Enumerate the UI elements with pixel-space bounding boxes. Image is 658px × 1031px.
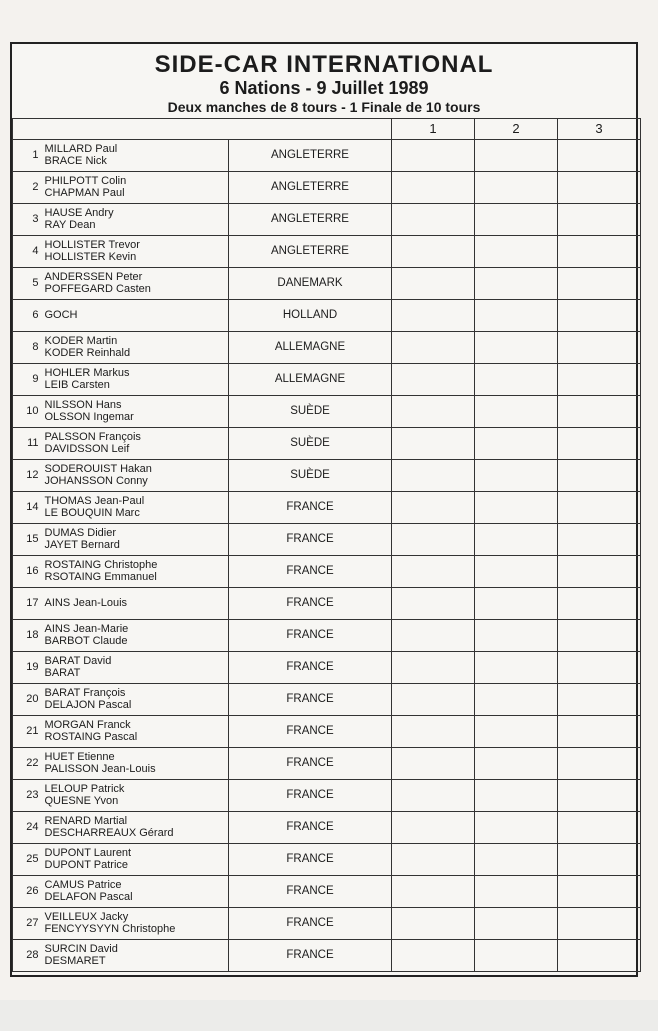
heat-3-cell xyxy=(558,460,641,492)
heat-3-cell xyxy=(558,300,641,332)
heat-3-cell xyxy=(558,716,641,748)
rider-name: HUET Etienne xyxy=(44,751,115,763)
heat-1-cell xyxy=(392,844,475,876)
heat-2-cell xyxy=(475,364,558,396)
heat-3-cell xyxy=(558,684,641,716)
rider-number: 9 xyxy=(13,364,43,396)
rider-names xyxy=(43,876,229,908)
rider-country: ANGLETERRE xyxy=(229,140,392,172)
rider-country: FRANCE xyxy=(229,748,392,780)
rider-number: 28 xyxy=(13,940,43,972)
heat-3-cell xyxy=(558,428,641,460)
rider-name: AINS Jean-Marie xyxy=(44,623,129,635)
table-row xyxy=(13,268,641,300)
table-row xyxy=(13,940,641,972)
rider-number: 5 xyxy=(13,268,43,300)
heat-2-cell xyxy=(475,908,558,940)
rider-name: SODEROUIST Hakan xyxy=(44,463,152,475)
rider-country: FRANCE xyxy=(229,684,392,716)
rider-name: SURCIN David xyxy=(44,943,118,955)
rider-name: PALSSON François xyxy=(44,431,141,443)
heat-2-cell xyxy=(475,204,558,236)
column-header-3: 3 xyxy=(558,119,641,140)
rider-country: FRANCE xyxy=(229,940,392,972)
table-row xyxy=(13,140,641,172)
heat-1-cell xyxy=(392,652,475,684)
heat-3-cell xyxy=(558,844,641,876)
rider-number: 21 xyxy=(13,716,43,748)
rider-number: 16 xyxy=(13,556,43,588)
rider-name: FENCYYSYYN Christophe xyxy=(44,922,176,935)
heat-1-cell xyxy=(392,908,475,940)
rider-name: JOHANSSON Conny xyxy=(44,474,148,487)
rider-names xyxy=(43,620,229,652)
heat-1-cell xyxy=(392,876,475,908)
table-row xyxy=(13,748,641,780)
rider-country: FRANCE xyxy=(229,492,392,524)
rider-name: JAYET Bernard xyxy=(44,538,120,551)
rider-name: MORGAN Franck xyxy=(44,719,131,731)
table-row xyxy=(13,524,641,556)
heat-2-cell xyxy=(475,300,558,332)
rider-names xyxy=(43,524,229,556)
rider-country: FRANCE xyxy=(229,876,392,908)
rider-names xyxy=(43,332,229,364)
rider-number: 27 xyxy=(13,908,43,940)
heat-2-cell xyxy=(475,812,558,844)
table-row xyxy=(13,684,641,716)
blank-header-cell xyxy=(13,119,392,140)
rider-name: HOLLISTER Trevor xyxy=(44,239,140,251)
heat-2-cell xyxy=(475,588,558,620)
rider-names xyxy=(43,780,229,812)
race-format: Deux manches de 8 tours - 1 Finale de 10 tours xyxy=(167,99,481,115)
heat-3-cell xyxy=(558,588,641,620)
rider-number: 23 xyxy=(13,780,43,812)
rider-number: 6 xyxy=(13,300,43,332)
heat-2-cell xyxy=(475,556,558,588)
rider-country: SUÈDE xyxy=(229,428,392,460)
rider-number: 1 xyxy=(13,140,43,172)
rider-name: ROSTAING Pascal xyxy=(44,730,138,743)
rider-names xyxy=(43,940,229,972)
heat-1-cell xyxy=(392,140,475,172)
rider-name: RSOTAING Emmanuel xyxy=(44,570,157,583)
rider-country: FRANCE xyxy=(229,588,392,620)
rider-names xyxy=(43,300,229,332)
heat-3-cell xyxy=(558,652,641,684)
table-row xyxy=(13,908,641,940)
rider-country: FRANCE xyxy=(229,652,392,684)
rider-number: 3 xyxy=(13,204,43,236)
heat-2-cell xyxy=(475,780,558,812)
heat-1-cell xyxy=(392,204,475,236)
heat-3-cell xyxy=(558,780,641,812)
heat-2-cell xyxy=(475,684,558,716)
heat-1-cell xyxy=(392,556,475,588)
rider-country: HOLLAND xyxy=(229,300,392,332)
rider-country: FRANCE xyxy=(229,812,392,844)
rider-names xyxy=(43,684,229,716)
rider-names xyxy=(43,748,229,780)
rider-name: LELOUP Patrick xyxy=(44,783,125,795)
rider-name: BARAT David xyxy=(44,655,112,667)
heat-3-cell xyxy=(558,940,641,972)
heat-2-cell xyxy=(475,172,558,204)
heat-2-cell xyxy=(475,492,558,524)
rider-name: DUPONT Patrice xyxy=(44,858,129,871)
heat-1-cell xyxy=(392,524,475,556)
rider-country: ANGLETERRE xyxy=(229,204,392,236)
rider-number: 20 xyxy=(13,684,43,716)
rider-name: PHILPOTT Colin xyxy=(44,175,127,187)
table-row xyxy=(13,588,641,620)
rider-name: DUPONT Laurent xyxy=(44,847,132,859)
column-header-1: 1 xyxy=(392,119,475,140)
heat-3-cell xyxy=(558,396,641,428)
rider-country: ANGLETERRE xyxy=(229,236,392,268)
heat-1-cell xyxy=(392,812,475,844)
rider-name: POFFEGARD Casten xyxy=(44,282,151,295)
rider-name: ROSTAING Christophe xyxy=(44,559,158,571)
heat-3-cell xyxy=(558,556,641,588)
heat-3-cell xyxy=(558,492,641,524)
rider-country: FRANCE xyxy=(229,908,392,940)
heat-2-cell xyxy=(475,844,558,876)
heat-1-cell xyxy=(392,684,475,716)
rider-names xyxy=(43,396,229,428)
heat-2-cell xyxy=(475,332,558,364)
heat-1-cell xyxy=(392,300,475,332)
table-row xyxy=(13,716,641,748)
rider-name: RAY Dean xyxy=(44,218,96,231)
rider-number: 19 xyxy=(13,652,43,684)
rider-names xyxy=(43,364,229,396)
rider-name: OLSSON Ingemar xyxy=(44,410,134,423)
heat-3-cell xyxy=(558,908,641,940)
table-row xyxy=(13,300,641,332)
heat-2-cell xyxy=(475,524,558,556)
rider-number: 25 xyxy=(13,844,43,876)
rider-number: 15 xyxy=(13,524,43,556)
rider-name: GOCH xyxy=(44,308,78,321)
rider-name: BRACE Nick xyxy=(44,154,107,167)
rider-names xyxy=(43,172,229,204)
rider-names xyxy=(43,492,229,524)
heat-1-cell xyxy=(392,620,475,652)
rider-country: FRANCE xyxy=(229,844,392,876)
heat-1-cell xyxy=(392,780,475,812)
rider-country: ALLEMAGNE xyxy=(229,364,392,396)
table-row xyxy=(13,620,641,652)
rider-country: FRANCE xyxy=(229,620,392,652)
rider-country: ANGLETERRE xyxy=(229,172,392,204)
heat-1-cell xyxy=(392,460,475,492)
rider-names xyxy=(43,652,229,684)
heat-2-cell xyxy=(475,140,558,172)
rider-name: DESCHARREAUX Gérard xyxy=(44,826,174,839)
rider-number: 18 xyxy=(13,620,43,652)
heat-2-cell xyxy=(475,940,558,972)
heat-1-cell xyxy=(392,268,475,300)
table-row xyxy=(13,812,641,844)
rider-name: THOMAS Jean-Paul xyxy=(44,495,145,507)
rider-name: QUESNE Yvon xyxy=(44,794,119,807)
heat-1-cell xyxy=(392,492,475,524)
heat-3-cell xyxy=(558,620,641,652)
rider-name: DUMAS Didier xyxy=(44,527,117,539)
rider-names xyxy=(43,844,229,876)
table-row xyxy=(13,236,641,268)
rider-number: 22 xyxy=(13,748,43,780)
heat-1-cell xyxy=(392,748,475,780)
table-row xyxy=(13,460,641,492)
rider-name: DELAJON Pascal xyxy=(44,698,132,711)
rider-name: MILLARD Paul xyxy=(44,143,118,155)
heat-2-cell xyxy=(475,268,558,300)
rider-name: BARAT François xyxy=(44,687,126,699)
rider-country: FRANCE xyxy=(229,716,392,748)
heat-2-cell xyxy=(475,396,558,428)
heat-2-cell xyxy=(475,428,558,460)
table-row xyxy=(13,332,641,364)
rider-number: 11 xyxy=(13,428,43,460)
rider-names xyxy=(43,140,229,172)
rider-number: 2 xyxy=(13,172,43,204)
rider-name: BARAT xyxy=(44,666,81,679)
table-row xyxy=(13,844,641,876)
heat-2-cell xyxy=(475,460,558,492)
rider-name: HOHLER Markus xyxy=(44,367,130,379)
table-row xyxy=(13,780,641,812)
table-header-row xyxy=(13,119,641,140)
rider-names xyxy=(43,588,229,620)
heat-1-cell xyxy=(392,396,475,428)
page-title: SIDE-CAR INTERNATIONAL xyxy=(154,51,494,78)
event-date: 6 Nations - 9 Juillet 1989 xyxy=(219,78,429,98)
results-sheet xyxy=(10,42,638,977)
rider-name: HAUSE Andry xyxy=(44,207,114,219)
heat-2-cell xyxy=(475,652,558,684)
rider-name: DESMARET xyxy=(44,954,106,967)
heat-3-cell xyxy=(558,140,641,172)
rider-names xyxy=(43,236,229,268)
rider-name: AINS Jean-Louis xyxy=(44,596,128,609)
rider-name: KODER Martin xyxy=(44,335,118,347)
rider-names xyxy=(43,204,229,236)
rider-names xyxy=(43,716,229,748)
rider-number: 4 xyxy=(13,236,43,268)
rider-names xyxy=(43,428,229,460)
rider-name: ANDERSSEN Peter xyxy=(44,271,143,283)
rider-number: 8 xyxy=(13,332,43,364)
rider-country: DANEMARK xyxy=(229,268,392,300)
heat-3-cell xyxy=(558,172,641,204)
rider-names xyxy=(43,812,229,844)
heat-1-cell xyxy=(392,236,475,268)
rider-number: 10 xyxy=(13,396,43,428)
column-header-2: 2 xyxy=(475,119,558,140)
heat-2-cell xyxy=(475,876,558,908)
heat-2-cell xyxy=(475,716,558,748)
heat-1-cell xyxy=(392,332,475,364)
heat-1-cell xyxy=(392,716,475,748)
heat-3-cell xyxy=(558,204,641,236)
rider-country: FRANCE xyxy=(229,556,392,588)
heat-1-cell xyxy=(392,940,475,972)
rider-name: LEIB Carsten xyxy=(44,378,110,391)
rider-country: FRANCE xyxy=(229,524,392,556)
table-row xyxy=(13,396,641,428)
heat-3-cell xyxy=(558,332,641,364)
table-row xyxy=(13,364,641,396)
rider-names xyxy=(43,268,229,300)
page-bottom-strip xyxy=(0,1000,658,1031)
rider-name: HOLLISTER Kevin xyxy=(44,250,137,263)
heat-2-cell xyxy=(475,620,558,652)
table-row xyxy=(13,492,641,524)
table-row xyxy=(13,556,641,588)
table-row xyxy=(13,204,641,236)
table-row xyxy=(13,172,641,204)
heat-3-cell xyxy=(558,876,641,908)
rider-country: SUÈDE xyxy=(229,396,392,428)
rider-country: FRANCE xyxy=(229,780,392,812)
rider-name: DAVIDSSON Leif xyxy=(44,442,130,455)
heat-3-cell xyxy=(558,812,641,844)
table-row xyxy=(13,876,641,908)
heat-1-cell xyxy=(392,364,475,396)
rider-number: 14 xyxy=(13,492,43,524)
rider-number: 26 xyxy=(13,876,43,908)
heat-3-cell xyxy=(558,236,641,268)
rider-name: NILSSON Hans xyxy=(44,399,122,411)
rider-name: LE BOUQUIN Marc xyxy=(44,506,140,519)
rider-number: 12 xyxy=(13,460,43,492)
heat-1-cell xyxy=(392,172,475,204)
heat-2-cell xyxy=(475,236,558,268)
table-row xyxy=(13,428,641,460)
entries-table xyxy=(12,118,641,972)
entries-body xyxy=(13,140,641,972)
rider-names xyxy=(43,556,229,588)
heat-3-cell xyxy=(558,268,641,300)
sheet-header xyxy=(12,44,636,118)
heat-1-cell xyxy=(392,428,475,460)
rider-name: BARBOT Claude xyxy=(44,634,128,647)
rider-country: ALLEMAGNE xyxy=(229,332,392,364)
rider-names xyxy=(43,460,229,492)
heat-3-cell xyxy=(558,748,641,780)
rider-name: RENARD Martial xyxy=(44,815,128,827)
heat-1-cell xyxy=(392,588,475,620)
rider-name: PALISSON Jean-Louis xyxy=(44,762,156,775)
heat-3-cell xyxy=(558,524,641,556)
heat-3-cell xyxy=(558,364,641,396)
rider-name: DELAFON Pascal xyxy=(44,890,133,903)
rider-number: 17 xyxy=(13,588,43,620)
table-row xyxy=(13,652,641,684)
rider-country: SUÈDE xyxy=(229,460,392,492)
rider-name: KODER Reinhald xyxy=(44,346,131,359)
rider-number: 24 xyxy=(13,812,43,844)
rider-names xyxy=(43,908,229,940)
rider-name: CHAPMAN Paul xyxy=(44,186,125,199)
rider-name: CAMUS Patrice xyxy=(44,879,122,891)
heat-2-cell xyxy=(475,748,558,780)
rider-name: VEILLEUX Jacky xyxy=(44,911,129,923)
